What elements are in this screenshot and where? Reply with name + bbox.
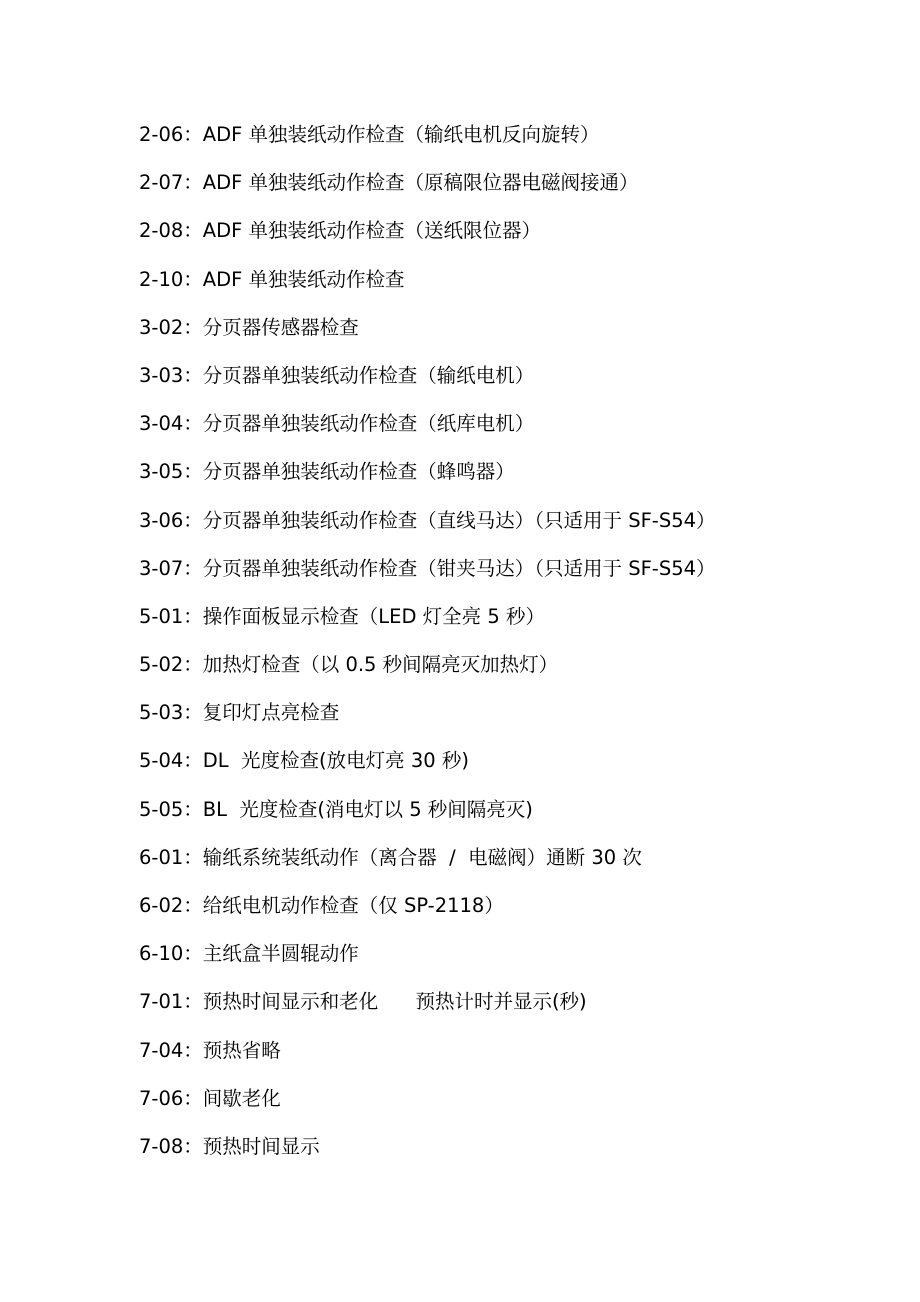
list-item: 2-08：ADF 单独装纸动作检查（送纸限位器） (139, 219, 542, 243)
list-item: 3-02：分页器传感器检查 (139, 315, 359, 339)
list-item: 2-07：ADF 单独装纸动作检查（原稿限位器电磁阀接通） (139, 171, 639, 195)
list-item: 7-06：间歇老化 (139, 1086, 281, 1110)
list-item: 5-04：DL 光度检查(放电灯亮 30 秒) (139, 749, 469, 773)
list-item: 3-06：分页器单独装纸动作检查（直线马达）（只适用于 SF-S54） (139, 508, 716, 532)
list-item: 3-04：分页器单独装纸动作检查（纸库电机） (139, 412, 535, 436)
list-item: 3-03：分页器单独装纸动作检查（输纸电机） (139, 363, 535, 387)
list-item: 2-06：ADF 单独装纸动作检查（输纸电机反向旋转） (139, 123, 600, 146)
list-item: 5-05：BL 光度检查(消电灯以 5 秒间隔亮灭) (139, 797, 533, 821)
list-item: 5-01：操作面板显示检查（LED 灯全亮 5 秒） (139, 604, 545, 628)
code-list (139, 118, 899, 1178)
list-item: 3-07：分页器单独装纸动作检查（钳夹马达）（只适用于 SF-S54） (139, 556, 716, 580)
list-item: 6-10：主纸盒半圆辊动作 (139, 942, 359, 966)
list-item: 5-03：复印灯点亮检查 (139, 701, 340, 725)
list-item: 2-10：ADF 单独装纸动作检查 (139, 267, 405, 291)
list-item: 7-08：预热时间显示 (139, 1134, 320, 1158)
list-item: 7-04：预热省略 (139, 1038, 281, 1062)
list-item: 6-01：输纸系统装纸动作（离合器 / 电磁阀）通断 30 次 (139, 845, 642, 869)
list-item: 3-05：分页器单独装纸动作检查（蜂鸣器） (139, 460, 515, 484)
list-item: 7-01：预热时间显示和老化 预热计时并显示(秒) (139, 990, 587, 1014)
list-item: 6-02：给纸电机动作检查（仅 SP-2118） (139, 894, 504, 917)
list-item: 5-02：加热灯检查（以 0.5 秒间隔亮灭加热灯） (139, 653, 559, 677)
